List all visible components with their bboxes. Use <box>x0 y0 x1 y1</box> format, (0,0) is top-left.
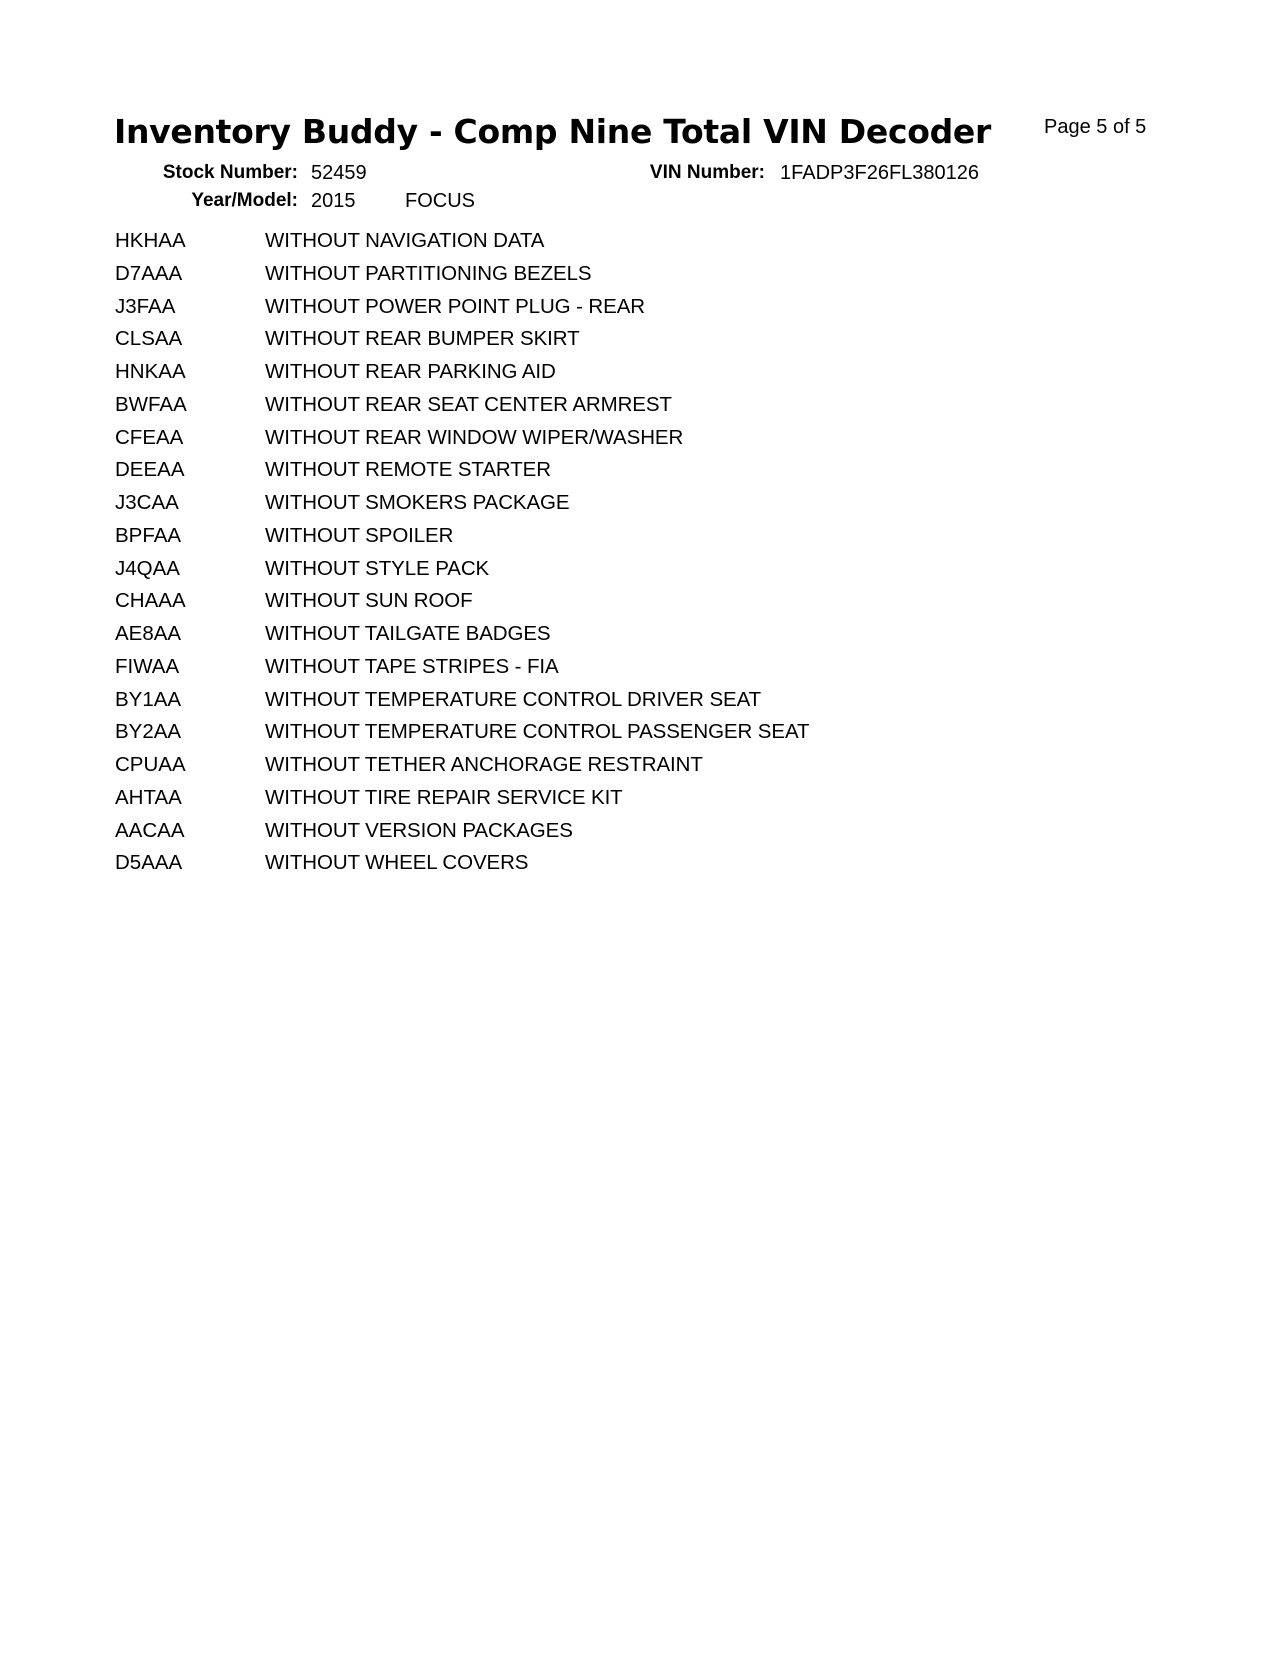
option-code: BPFAA <box>115 523 182 547</box>
list-item <box>115 622 809 655</box>
option-code: FIWAA <box>115 654 180 678</box>
option-code: J3FAA <box>115 294 176 318</box>
list-item <box>115 557 809 590</box>
option-code: AACAA <box>115 818 185 842</box>
vin-number-value: 1FADP3F26FL380126 <box>780 162 980 184</box>
option-description: WITHOUT SPOILER <box>265 523 454 547</box>
option-code: CPUAA <box>115 753 186 776</box>
option-code: HNKAA <box>115 360 186 383</box>
list-item <box>115 851 809 884</box>
option-description: WITHOUT REAR SEAT CENTER ARMREST <box>265 392 672 416</box>
list-item <box>115 360 809 393</box>
vin-number-label: VIN Number: <box>649 162 765 183</box>
option-description: WITHOUT TIRE REPAIR SERVICE KIT <box>265 785 623 809</box>
option-code: BY2AA <box>115 720 182 744</box>
page-number: Page 5 of 5 <box>1044 116 1147 138</box>
list-item <box>115 327 809 360</box>
list-item <box>115 295 809 328</box>
list-item <box>115 786 809 819</box>
model-value: FOCUS <box>405 190 475 212</box>
option-description: WITHOUT TEMPERATURE CONTROL PASSENGER SEAT <box>265 720 810 744</box>
list-item <box>115 393 809 426</box>
option-code: BWFAA <box>115 392 187 416</box>
year-model-label: Year/Model: <box>191 190 298 211</box>
list-item <box>115 720 809 753</box>
list-item <box>115 229 809 262</box>
option-code: CHAAA <box>115 589 186 613</box>
list-item <box>115 819 809 852</box>
option-code-list <box>115 229 809 884</box>
option-description: WITHOUT REAR BUMPER SKIRT <box>265 327 580 351</box>
list-item <box>115 491 809 524</box>
list-item <box>115 262 809 295</box>
option-code: AE8AA <box>115 622 182 645</box>
option-description: WITHOUT REAR WINDOW WIPER/WASHER <box>265 425 684 449</box>
option-description: WITHOUT TETHER ANCHORAGE RESTRAINT <box>265 753 703 776</box>
option-description: WITHOUT POWER POINT PLUG - REAR <box>265 294 645 318</box>
option-description: WITHOUT NAVIGATION DATA <box>265 229 545 252</box>
list-item <box>115 589 809 622</box>
option-code: D5AAA <box>115 851 183 875</box>
option-description: WITHOUT TEMPERATURE CONTROL DRIVER SEAT <box>265 687 762 711</box>
page-title: Inventory Buddy - Comp Nine Total VIN Decoder <box>114 112 991 151</box>
option-code: AHTAA <box>115 785 182 809</box>
option-code: D7AAA <box>115 261 183 285</box>
option-description: WITHOUT SMOKERS PACKAGE <box>265 491 570 514</box>
option-code: BY1AA <box>115 687 182 711</box>
list-item <box>115 753 809 786</box>
option-code: CFEAA <box>115 425 184 449</box>
option-code: J4QAA <box>115 556 180 580</box>
option-description: WITHOUT WHEEL COVERS <box>265 851 529 875</box>
option-description: WITHOUT REMOTE STARTER <box>265 458 551 482</box>
option-description: WITHOUT PARTITIONING BEZELS <box>265 261 592 285</box>
list-item <box>115 458 809 491</box>
option-description: WITHOUT SUN ROOF <box>265 589 473 613</box>
option-code: DEEAA <box>115 458 185 482</box>
option-description: WITHOUT VERSION PACKAGES <box>265 818 573 842</box>
list-item <box>115 426 809 459</box>
stock-number-value: 52459 <box>311 162 367 184</box>
option-description: WITHOUT STYLE PACK <box>265 556 490 580</box>
option-description: WITHOUT REAR PARKING AID <box>265 360 556 383</box>
option-description: WITHOUT TAPE STRIPES - FIA <box>265 654 559 678</box>
option-code: HKHAA <box>115 229 186 252</box>
option-code: J3CAA <box>115 491 179 514</box>
year-value: 2015 <box>311 190 356 212</box>
option-code: CLSAA <box>115 327 183 351</box>
stock-number-label: Stock Number: <box>162 162 298 183</box>
option-description: WITHOUT TAILGATE BADGES <box>265 622 551 645</box>
list-item <box>115 524 809 557</box>
list-item <box>115 688 809 721</box>
list-item <box>115 655 809 688</box>
